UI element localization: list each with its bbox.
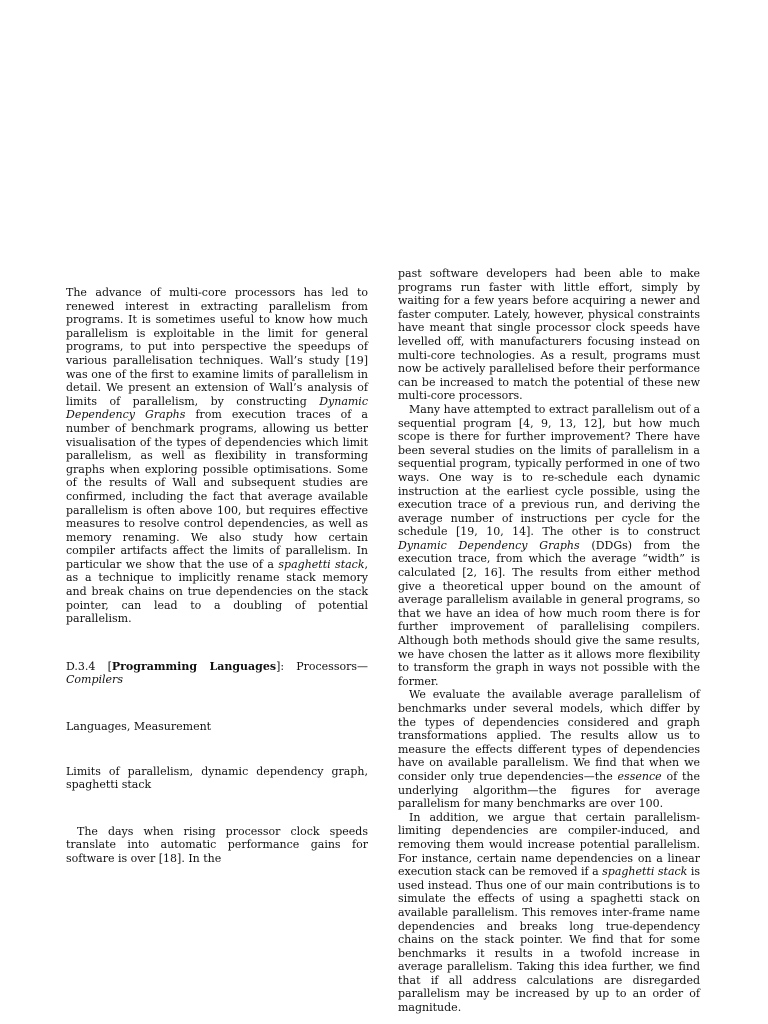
general-terms: Languages, Measurement <box>66 720 212 734</box>
category-emphasis: Compilers <box>66 673 123 687</box>
abstract-text-2: from execution traces of a number of benchmark programs, allowing us better visualisation of the types of dependencies which limit parallelism, as well as flexibility in transforming graphs when exploring possible optimisations. Some of the results of Wall and subsequent studies are confirmed, including the fact that average available parallelism is often above 100, but requires effective measures to resolve control dependencies, as well as memory renaming. We also study how certain compiler artifacts affect the limits of parallelism. In particular we show that the use of a <box>66 408 368 571</box>
keywords: Limits of parallelism, dynamic dependency graph, spaghetti stack <box>66 764 368 792</box>
intro-p2-text-2: (DDGs) from the execution trace, from which the average “width” is calculated [2, 16]. The results from either method give a theoretical upper bound on the amount of average parallelism available in general programs, so that we have an idea of how much room there is for further improvement of parallelising compilers. Although both methods should give the same results, we have chosen the latter as it allows more flexibility to transform the graph in ways not possible with the former. <box>398 538 700 688</box>
category-mid: ]: Processors— <box>276 659 368 673</box>
right-column <box>398 267 700 1015</box>
abstract-text-3: , as a technique to implicitly rename stack memory and break chains on true dependencies on the stack pointer, can lead to a doubling of potential parallelism. <box>66 557 369 626</box>
intro-p3-emphasis: essence <box>617 769 662 783</box>
left-column <box>66 286 368 866</box>
intro-p3-text-2: of the underlying algorithm—the figures for average parallelism for many benchmarks are over 100. <box>398 769 700 811</box>
categories-line <box>66 660 368 687</box>
intro-paragraph-start: The days when rising processor clock speeds translate into automatic performance gains for software is over [18]. In the <box>66 824 368 865</box>
intro-p4-emphasis: spaghetti stack <box>602 865 688 879</box>
category-bold: Programming Languages <box>111 659 277 673</box>
intro-p2-text-1: Many have attempted to extract parallelism out of a sequential program [4, 9, 13, 12], but how much scope is there for further improvement? There have been several studies on the limits of parallelism in a sequential program, typically performed in one of two ways. One way is to re-schedule each dynamic instruction at the earliest cycle possible, using the execution trace of a previous run, and deriving the average number of instructions per cycle for the schedule [19, 10, 14]. The other is to construct <box>398 402 700 539</box>
intro-p3-text-1: We evaluate the available average parallelism of benchmarks under several models, which differ by the types of dependencies considered and graph transformations applied. The results allow us to measure the effects different types of dependencies have on available parallelism. We find that when we consider only true dependencies—the <box>398 688 700 783</box>
abstract-emphasis-ddg: Dynamic Dependency Graphs <box>66 394 368 422</box>
abstract-text-1: The advance of multi-core processors has led to renewed interest in extracting parallelism from programs. It is sometimes useful to know how much parallelism is exploitable in the limit for general programs, to put into perspective the speedups of various parallelisation techniques. Wall’s study [19] was one of the first to examine limits of parallelism in detail. We present an extension of Wall’s analysis of limits of parallelism, by constructing <box>66 286 368 408</box>
abstract-emphasis-spaghetti: spaghetti stack <box>278 557 365 571</box>
abstract-paragraph <box>66 286 368 626</box>
category-code: D.3.4 [ <box>66 659 112 673</box>
intro-paragraph-2 <box>398 403 700 688</box>
intro-paragraph-3 <box>398 688 700 810</box>
intro-p4-text-2: is used instead. Thus one of our main contributions is to simulate the effects of using a spaghetti stack on available parallelism. This removes inter-frame name dependencies and breaks long true-dependency chains on the stack pointer. We find that for some benchmarks it results in a twofold increase in average parallelism. Taking this idea further, we find that if all address calculations are disregarded parallelism may be increased by up to an order of magnitude. <box>398 865 700 1015</box>
intro-p2-emphasis: Dynamic Dependency Graphs <box>398 538 580 552</box>
intro-p4-text-1: In addition, we argue that certain parallelism-limiting dependencies are compiler-induced, and removing them would increase potential parallelism. For instance, certain name dependencies on a linear execution stack can be removed if a <box>398 810 700 879</box>
intro-paragraph-continued: past software developers had been able to make programs run faster with little effort, simply by waiting for a few years before acquiring a newer and faster computer. Lately, however, physical constraints have meant that single processor clock speeds have levelled off, with manufacturers focusing instead on multi-core technologies. As a result, programs must now be actively parallelised before their performance can be increased to match the potential of these new multi-core processors. <box>398 267 700 403</box>
intro-paragraph-4 <box>398 811 700 1015</box>
